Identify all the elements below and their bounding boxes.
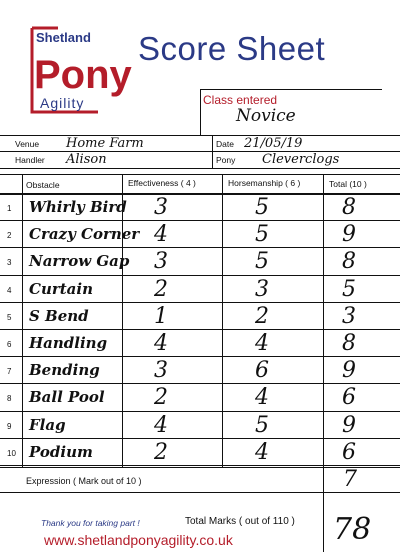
- effectiveness-score: 3: [154, 195, 168, 220]
- obstacle-name: Curtain: [29, 279, 93, 298]
- website-link[interactable]: www.shetlandponyagility.co.uk: [44, 532, 233, 548]
- expression-top-line: [0, 467, 400, 468]
- table-top-line: [0, 174, 400, 175]
- venue-value: Home Farm: [66, 136, 144, 151]
- pony-value: Cleverclogs: [262, 152, 340, 167]
- col-divider-horsemanship: [323, 174, 324, 552]
- obstacle-name: S Bend: [29, 306, 89, 325]
- obstacle-name: Whirly Bird: [29, 198, 127, 216]
- obstacle-name: Ball Pool: [29, 388, 105, 407]
- row-total-score: 6: [342, 385, 356, 411]
- thanks-text: Thank you for taking part !: [41, 518, 140, 528]
- logo-line1: Shetland: [36, 30, 91, 45]
- effectiveness-score: 2: [154, 439, 168, 465]
- row-number: 8: [7, 394, 12, 404]
- shetland-pony-agility-logo: [18, 14, 132, 124]
- horsemanship-score: 3: [255, 276, 269, 302]
- horsemanship-score: 6: [255, 358, 269, 384]
- row-divider: [0, 275, 400, 276]
- row-total-score: 9: [342, 412, 356, 438]
- row-divider: [0, 411, 400, 412]
- row-divider: [0, 356, 400, 357]
- col-divider-num: [22, 174, 23, 467]
- row-number: 7: [7, 367, 12, 377]
- total-marks-value: 78: [333, 512, 372, 547]
- row-total-score: 6: [342, 439, 356, 465]
- header-horsemanship: Horsemanship ( 6 ): [228, 178, 301, 188]
- effectiveness-score: 1: [154, 303, 168, 329]
- header-bottom-line: [0, 193, 400, 195]
- row-total-score: 5: [342, 276, 356, 302]
- row-divider: [0, 438, 400, 439]
- expression-value: 7: [343, 467, 357, 492]
- class-box-left: [200, 89, 201, 135]
- row-divider: [0, 383, 400, 384]
- info-top-line: [0, 135, 400, 136]
- row-total-score: 8: [342, 331, 356, 356]
- row-number: 9: [7, 421, 12, 431]
- class-entered-label: Class entered: [203, 93, 278, 107]
- info-bottom-line: [0, 168, 400, 169]
- class-entered-value: Novice: [236, 106, 296, 126]
- header-obstacle: Obstacle: [26, 180, 60, 190]
- venue-label: Venue: [15, 139, 40, 149]
- horsemanship-score: 2: [255, 303, 269, 329]
- obstacle-name: Crazy Corner: [29, 225, 140, 244]
- horsemanship-score: 4: [255, 385, 269, 411]
- row-number: 6: [7, 340, 12, 349]
- page-title: Score Sheet: [138, 30, 326, 67]
- row-number: 3: [7, 258, 12, 268]
- date-label: Date: [216, 139, 234, 149]
- header-total: Total (10 ): [329, 179, 367, 189]
- row-number: 2: [7, 231, 12, 241]
- col-divider-effectiveness: [222, 174, 223, 467]
- obstacle-name: Flag: [29, 415, 66, 434]
- expression-label: Expression ( Mark out of 10 ): [26, 476, 142, 486]
- row-divider: [0, 465, 400, 466]
- row-divider: [0, 302, 400, 303]
- row-number: 4: [7, 285, 12, 295]
- horsemanship-score: 5: [255, 195, 269, 220]
- effectiveness-score: 2: [154, 385, 168, 411]
- class-box-top: [200, 89, 382, 90]
- row-total-score: 9: [342, 358, 356, 384]
- info-mid-line: [0, 151, 400, 152]
- row-number: 1: [7, 204, 12, 213]
- horsemanship-score: 5: [255, 249, 269, 275]
- row-divider: [0, 247, 400, 248]
- horsemanship-score: 4: [255, 331, 269, 356]
- row-total-score: 8: [342, 249, 356, 275]
- horsemanship-score: 4: [255, 439, 269, 465]
- col-divider-obstacle: [122, 174, 123, 467]
- pony-label: Pony: [216, 155, 236, 165]
- obstacle-name: Bending: [29, 361, 100, 380]
- handler-label: Handler: [15, 155, 45, 165]
- row-total-score: 9: [342, 222, 356, 248]
- effectiveness-score: 3: [154, 358, 168, 384]
- row-divider: [0, 220, 400, 221]
- obstacle-name: Handling: [29, 334, 108, 352]
- info-divider: [212, 135, 213, 168]
- total-marks-label: Total Marks ( out of 110 ): [185, 516, 295, 527]
- effectiveness-score: 4: [154, 331, 168, 356]
- date-value: 21/05/19: [244, 136, 303, 151]
- effectiveness-score: 4: [154, 222, 168, 248]
- row-total-score: 8: [342, 195, 356, 220]
- obstacle-name: Narrow Gap: [29, 252, 130, 271]
- horsemanship-score: 5: [255, 412, 269, 438]
- horsemanship-score: 5: [255, 222, 269, 248]
- expression-bottom-line: [0, 492, 400, 493]
- row-number: 5: [7, 312, 12, 322]
- effectiveness-score: 2: [154, 276, 168, 302]
- logo-line3: Agility: [40, 95, 85, 111]
- row-total-score: 3: [342, 303, 356, 329]
- row-divider: [0, 329, 400, 330]
- handler-value: Alison: [66, 152, 107, 167]
- effectiveness-score: 4: [154, 412, 168, 438]
- header-effectiveness: Effectiveness ( 4 ): [128, 178, 196, 188]
- obstacle-name: Podium: [29, 442, 93, 461]
- row-number: 10: [7, 448, 16, 458]
- effectiveness-score: 3: [154, 249, 168, 275]
- logo-line2: Pony: [34, 53, 132, 97]
